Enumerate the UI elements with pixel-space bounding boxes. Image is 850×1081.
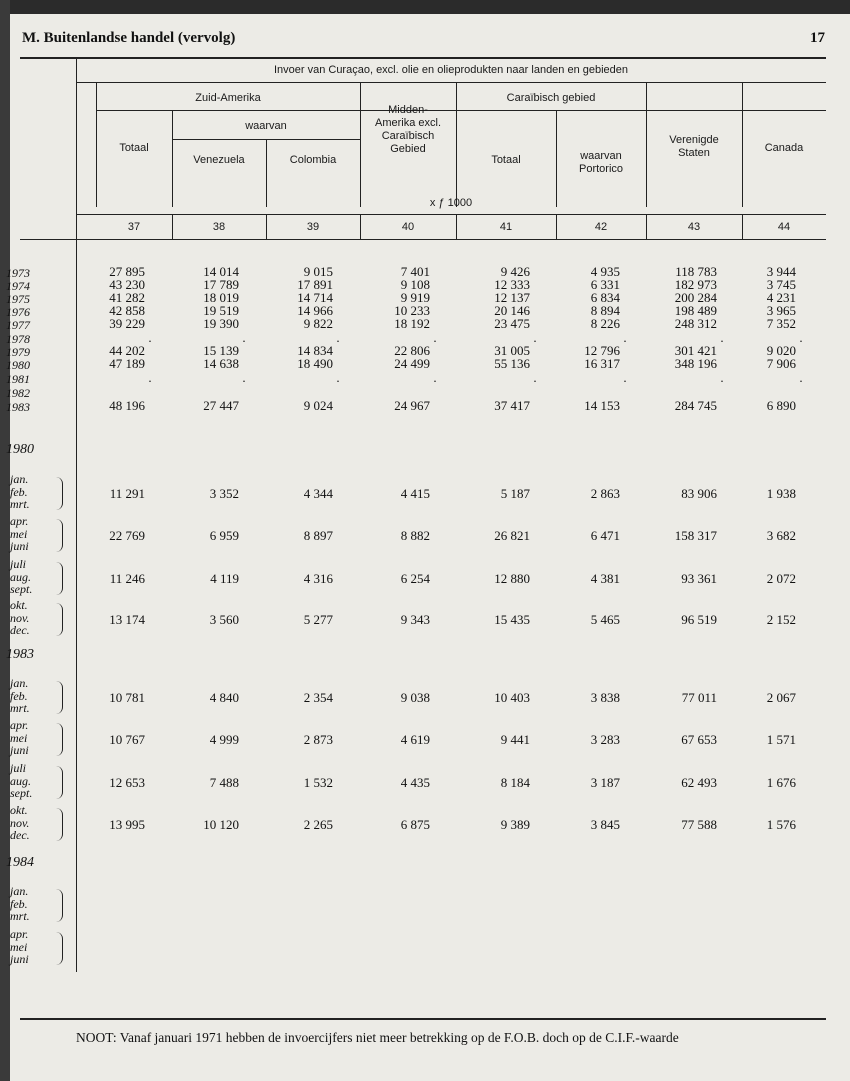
- header-bottom-rule: [20, 239, 826, 240]
- quarter-brace: [56, 808, 63, 841]
- table-cell: 348 196: [674, 356, 717, 371]
- col-portorico: [556, 150, 646, 176]
- quarter-brace: [56, 681, 63, 714]
- table-cell: 47 189: [109, 356, 145, 371]
- table-cell: 4 231: [766, 290, 796, 305]
- column-number: 37: [127, 221, 141, 233]
- col-midden-line-1: Midden-: [388, 104, 428, 116]
- month-label: mrt.: [10, 701, 30, 716]
- month-label: sept.: [10, 786, 33, 801]
- table-cell: 6 890: [766, 398, 796, 413]
- table-cell: 4 381: [590, 571, 620, 586]
- month-label: juli: [10, 557, 27, 571]
- col-midden-line-4: Gebied: [390, 143, 426, 155]
- table-cell: 118 783: [675, 264, 717, 279]
- table-cell: 37 417: [494, 398, 530, 413]
- table-cell: 27 895: [109, 264, 145, 279]
- table-cell: 24 967: [394, 398, 430, 413]
- table-cell: 6 331: [590, 277, 620, 292]
- year-label: 1975: [6, 292, 30, 306]
- quarter-brace: [56, 519, 63, 552]
- month-label: jan.: [10, 676, 29, 690]
- table-cell: 23 475: [494, 316, 530, 331]
- table-cell: 12 880: [494, 571, 530, 586]
- table-cell: 1 571: [766, 732, 796, 747]
- month-label: apr.: [10, 718, 29, 732]
- unit-rule: [76, 214, 826, 215]
- table-cell: 15 435: [494, 612, 530, 627]
- table-cell: .: [720, 370, 724, 385]
- month-label: okt.: [10, 598, 28, 612]
- top-rule: [20, 57, 826, 59]
- col-midden-line-2: Amerika excl.: [374, 117, 442, 129]
- col-venezuela: Venezuela: [193, 154, 245, 166]
- col-us-line-1: Verenigde: [669, 134, 719, 146]
- quarter-brace: [56, 723, 63, 756]
- table-cell: 6 471: [590, 528, 620, 543]
- table-cell: 10 120: [203, 817, 239, 832]
- column-number: 41: [499, 221, 513, 233]
- header-rule-1: [76, 82, 826, 83]
- table-cell: 26 821: [494, 528, 530, 543]
- year-label: 1976: [6, 305, 30, 319]
- month-label: juli: [10, 761, 27, 775]
- table-cell: 14 834: [297, 343, 333, 358]
- table-cell: .: [799, 370, 803, 385]
- table-cell: 9 024: [303, 398, 333, 413]
- table-cell: 2 067: [766, 690, 796, 705]
- table-cell: 10 233: [394, 303, 430, 318]
- col-midden-line-3: Caraïbisch: [381, 130, 435, 142]
- table-cell: 9 389: [500, 817, 530, 832]
- month-label: jan.: [10, 884, 29, 898]
- column-number: 44: [777, 221, 791, 233]
- month-label: okt.: [10, 803, 28, 817]
- table-cell: 3 944: [766, 264, 796, 279]
- month-label: nov.: [10, 610, 30, 625]
- table-cell: 12 333: [494, 277, 530, 292]
- table-cell: 4 415: [400, 486, 430, 501]
- month-label: aug.: [10, 569, 31, 584]
- table-cell: 12 137: [494, 290, 530, 305]
- table-cell: .: [242, 370, 246, 385]
- col-canada: Canada: [764, 142, 804, 154]
- table-cell: 2 873: [303, 732, 333, 747]
- table-cell: 9 822: [303, 316, 333, 331]
- table-cell: 6 254: [400, 571, 430, 586]
- month-label: juni: [10, 743, 29, 758]
- year-label: 1974: [6, 279, 30, 293]
- table-cell: 4 435: [400, 775, 430, 790]
- year-label: 1981: [6, 372, 30, 386]
- month-label: mei: [10, 526, 28, 541]
- col-totaal-caribbean: Totaal: [491, 154, 521, 166]
- table-cell: 17 891: [297, 277, 333, 292]
- column-number: 38: [212, 221, 226, 233]
- block-year: 1980: [6, 442, 34, 457]
- month-label: juni: [10, 539, 29, 554]
- table-cell: 301 421: [674, 343, 717, 358]
- table-cell: 22 806: [394, 343, 430, 358]
- col-midden-america: [360, 104, 456, 156]
- table-cell: 14 153: [584, 398, 620, 413]
- table-cell: 18 019: [203, 290, 239, 305]
- table-cell: 5 187: [500, 486, 530, 501]
- column-number: 40: [401, 221, 415, 233]
- table-cell: 3 682: [766, 528, 796, 543]
- table-cell: 83 906: [681, 486, 717, 501]
- block-year: 1983: [6, 647, 34, 662]
- table-cell: .: [336, 370, 340, 385]
- table-cell: 3 965: [766, 303, 796, 318]
- table-cell: .: [533, 330, 537, 345]
- table-cell: 31 005: [494, 343, 530, 358]
- table-cell: 198 489: [674, 303, 717, 318]
- table-cell: .: [433, 370, 437, 385]
- col-portorico-line-2: Portorico: [578, 163, 624, 175]
- year-label: 1979: [6, 345, 30, 359]
- month-label: juni: [10, 952, 29, 967]
- group-caribbean: Caraïbisch gebied: [506, 92, 596, 104]
- table-cell: 4 119: [210, 571, 239, 586]
- col-totaal: Totaal: [119, 142, 149, 154]
- table-cell: 4 619: [400, 732, 430, 747]
- table-cell: 41 282: [109, 290, 145, 305]
- table-cell: 12 796: [584, 343, 620, 358]
- month-label: mrt.: [10, 909, 30, 924]
- table-cell: 4 999: [209, 732, 239, 747]
- table-cell: 3 283: [590, 732, 620, 747]
- table-cell: .: [148, 370, 152, 385]
- table-cell: 284 745: [674, 398, 717, 413]
- table-cell: 1 532: [303, 775, 333, 790]
- table-cell: 4 840: [209, 690, 239, 705]
- table-cell: 3 745: [766, 277, 796, 292]
- table-cell: .: [433, 330, 437, 345]
- month-label: apr.: [10, 927, 29, 941]
- month-label: aug.: [10, 773, 31, 788]
- table-cell: 3 560: [209, 612, 239, 627]
- month-label: feb.: [10, 688, 28, 703]
- table-cell: 77 588: [681, 817, 717, 832]
- table-cell: 8 226: [590, 316, 620, 331]
- year-label: 1983: [6, 400, 30, 414]
- caribbean-rule: [456, 110, 826, 111]
- document-page: [6, 14, 850, 1081]
- bottom-rule: [20, 1018, 826, 1020]
- table-cell: 16 317: [584, 356, 620, 371]
- table-cell: 5 465: [590, 612, 620, 627]
- table-cell: 43 230: [109, 277, 145, 292]
- table-cell: 14 014: [203, 264, 239, 279]
- month-label: nov.: [10, 815, 30, 830]
- table-cell: 14 714: [297, 290, 333, 305]
- table-cell: 96 519: [681, 612, 717, 627]
- table-cell: 7 906: [766, 356, 796, 371]
- table-cell: 17 789: [203, 277, 239, 292]
- table-cell: 2 152: [766, 612, 796, 627]
- group-south-america: Zuid-Amerika: [195, 92, 261, 104]
- table-cell: 6 834: [590, 290, 620, 305]
- table-cell: 8 894: [590, 303, 620, 318]
- column-number: 42: [594, 221, 608, 233]
- quarter-brace: [56, 766, 63, 799]
- table-cell: 158 317: [674, 528, 717, 543]
- block-year: 1984: [6, 855, 34, 870]
- table-cell: 9 343: [400, 612, 430, 627]
- scan-edge: [0, 0, 10, 1081]
- table-cell: 6 875: [400, 817, 430, 832]
- table-cell: 19 519: [203, 303, 239, 318]
- table-cell: 4 316: [303, 571, 333, 586]
- table-cell: 7 352: [766, 316, 796, 331]
- table-cell: 4 935: [590, 264, 620, 279]
- table-cell: 9 441: [500, 732, 530, 747]
- col-portorico-line-1: waarvan: [580, 150, 622, 162]
- unit-label: x ƒ 1000: [429, 197, 473, 209]
- year-label: 1977: [6, 318, 30, 332]
- table-cell: 7 401: [400, 264, 430, 279]
- table-cell: 93 361: [681, 571, 717, 586]
- table-cell: .: [623, 330, 627, 345]
- table-cell: 200 284: [674, 290, 717, 305]
- table-cell: 20 146: [494, 303, 530, 318]
- table-cell: .: [720, 330, 724, 345]
- table-cell: 1 676: [766, 775, 796, 790]
- year-label: 1978: [6, 332, 30, 346]
- table-cell: 9 038: [400, 690, 430, 705]
- footnote: NOOT: Vanaf januari 1971 hebben de invoercijfers niet meer betrekking op de F.O.B. doch op de C.I.F.-waarde: [76, 1030, 679, 1045]
- year-label: 1973: [6, 266, 30, 280]
- col-united-states: [646, 134, 742, 160]
- table-cell: 2 072: [766, 571, 796, 586]
- table-cell: 248 312: [674, 316, 717, 331]
- table-cell: 2 863: [590, 486, 620, 501]
- table-cell: .: [799, 330, 803, 345]
- table-cell: 9 020: [766, 343, 796, 358]
- quarter-brace: [56, 932, 63, 965]
- table-cell: 48 196: [109, 398, 145, 413]
- quarter-brace: [56, 477, 63, 510]
- table-cell: 3 838: [590, 690, 620, 705]
- waarvan-label: waarvan: [245, 120, 287, 132]
- month-label: mrt.: [10, 497, 30, 512]
- table-cell: 44 202: [109, 343, 145, 358]
- table-cell: 3 352: [209, 486, 239, 501]
- table-cell: 22 769: [109, 528, 145, 543]
- month-label: mei: [10, 939, 28, 954]
- month-label: feb.: [10, 484, 28, 499]
- table-cell: 42 858: [109, 303, 145, 318]
- table-cell: 9 015: [303, 264, 333, 279]
- quarter-brace: [56, 603, 63, 636]
- table-cell: 1 576: [766, 817, 796, 832]
- table-cell: 1 938: [766, 486, 796, 501]
- table-cell: 18 490: [297, 356, 333, 371]
- table-cell: 8 184: [500, 775, 530, 790]
- table-cell: 13 174: [109, 612, 145, 627]
- table-cell: 27 447: [203, 398, 239, 413]
- table-cell: 10 403: [494, 690, 530, 705]
- label-column-rule: [76, 57, 77, 972]
- table-cell: 3 845: [590, 817, 620, 832]
- table-cell: 182 973: [674, 277, 717, 292]
- col-us-line-2: Staten: [678, 147, 710, 159]
- table-cell: 62 493: [681, 775, 717, 790]
- table-cell: 15 139: [203, 343, 239, 358]
- table-cell: 9 108: [400, 277, 430, 292]
- table-cell: 39 229: [109, 316, 145, 331]
- table-cell: 14 638: [203, 356, 239, 371]
- table-cell: 8 882: [400, 528, 430, 543]
- table-cell: 14 966: [297, 303, 333, 318]
- month-label: dec.: [10, 828, 30, 843]
- table-cell: 11 246: [109, 571, 145, 586]
- table-cell: .: [148, 330, 152, 345]
- table-cell: .: [623, 370, 627, 385]
- column-number: 39: [306, 221, 320, 233]
- month-label: mei: [10, 730, 28, 745]
- table-cell: 2 265: [303, 817, 333, 832]
- main-header: Invoer van Curaçao, excl. olie en olieprodukten naar landen en gebieden: [273, 64, 629, 76]
- table-cell: 6 959: [209, 528, 239, 543]
- table-cell: 18 192: [394, 316, 430, 331]
- table-cell: .: [242, 330, 246, 345]
- month-label: feb.: [10, 896, 28, 911]
- column-number: 43: [687, 221, 701, 233]
- year-label: 1980: [6, 358, 30, 372]
- col-colombia: Colombia: [289, 154, 337, 166]
- table-cell: 4 344: [303, 486, 333, 501]
- table-cell: 77 011: [681, 690, 717, 705]
- month-label: apr.: [10, 514, 29, 528]
- quarter-brace: [56, 562, 63, 595]
- month-label: jan.: [10, 472, 29, 486]
- section-title: M. Buitenlandse handel (vervolg): [22, 30, 236, 46]
- table-cell: 11 291: [109, 486, 145, 501]
- table-cell: 3 187: [590, 775, 620, 790]
- table-cell: .: [533, 370, 537, 385]
- month-label: dec.: [10, 623, 30, 638]
- table-cell: 10 767: [109, 732, 145, 747]
- month-label: sept.: [10, 582, 33, 597]
- table-cell: 55 136: [494, 356, 530, 371]
- table-cell: 13 995: [109, 817, 145, 832]
- table-cell: 8 897: [303, 528, 333, 543]
- table-cell: 67 653: [681, 732, 717, 747]
- table-cell: 10 781: [109, 690, 145, 705]
- table-cell: 19 390: [203, 316, 239, 331]
- table-cell: 24 499: [394, 356, 430, 371]
- table-cell: 9 919: [400, 290, 430, 305]
- page-number: 17: [810, 30, 825, 46]
- table-cell: 9 426: [500, 264, 530, 279]
- table-cell: 5 277: [303, 612, 333, 627]
- year-label: 1982: [6, 386, 30, 400]
- table-cell: 2 354: [303, 690, 333, 705]
- quarter-brace: [56, 889, 63, 922]
- table-cell: 12 653: [109, 775, 145, 790]
- table-cell: .: [336, 330, 340, 345]
- table-cell: 7 488: [209, 775, 239, 790]
